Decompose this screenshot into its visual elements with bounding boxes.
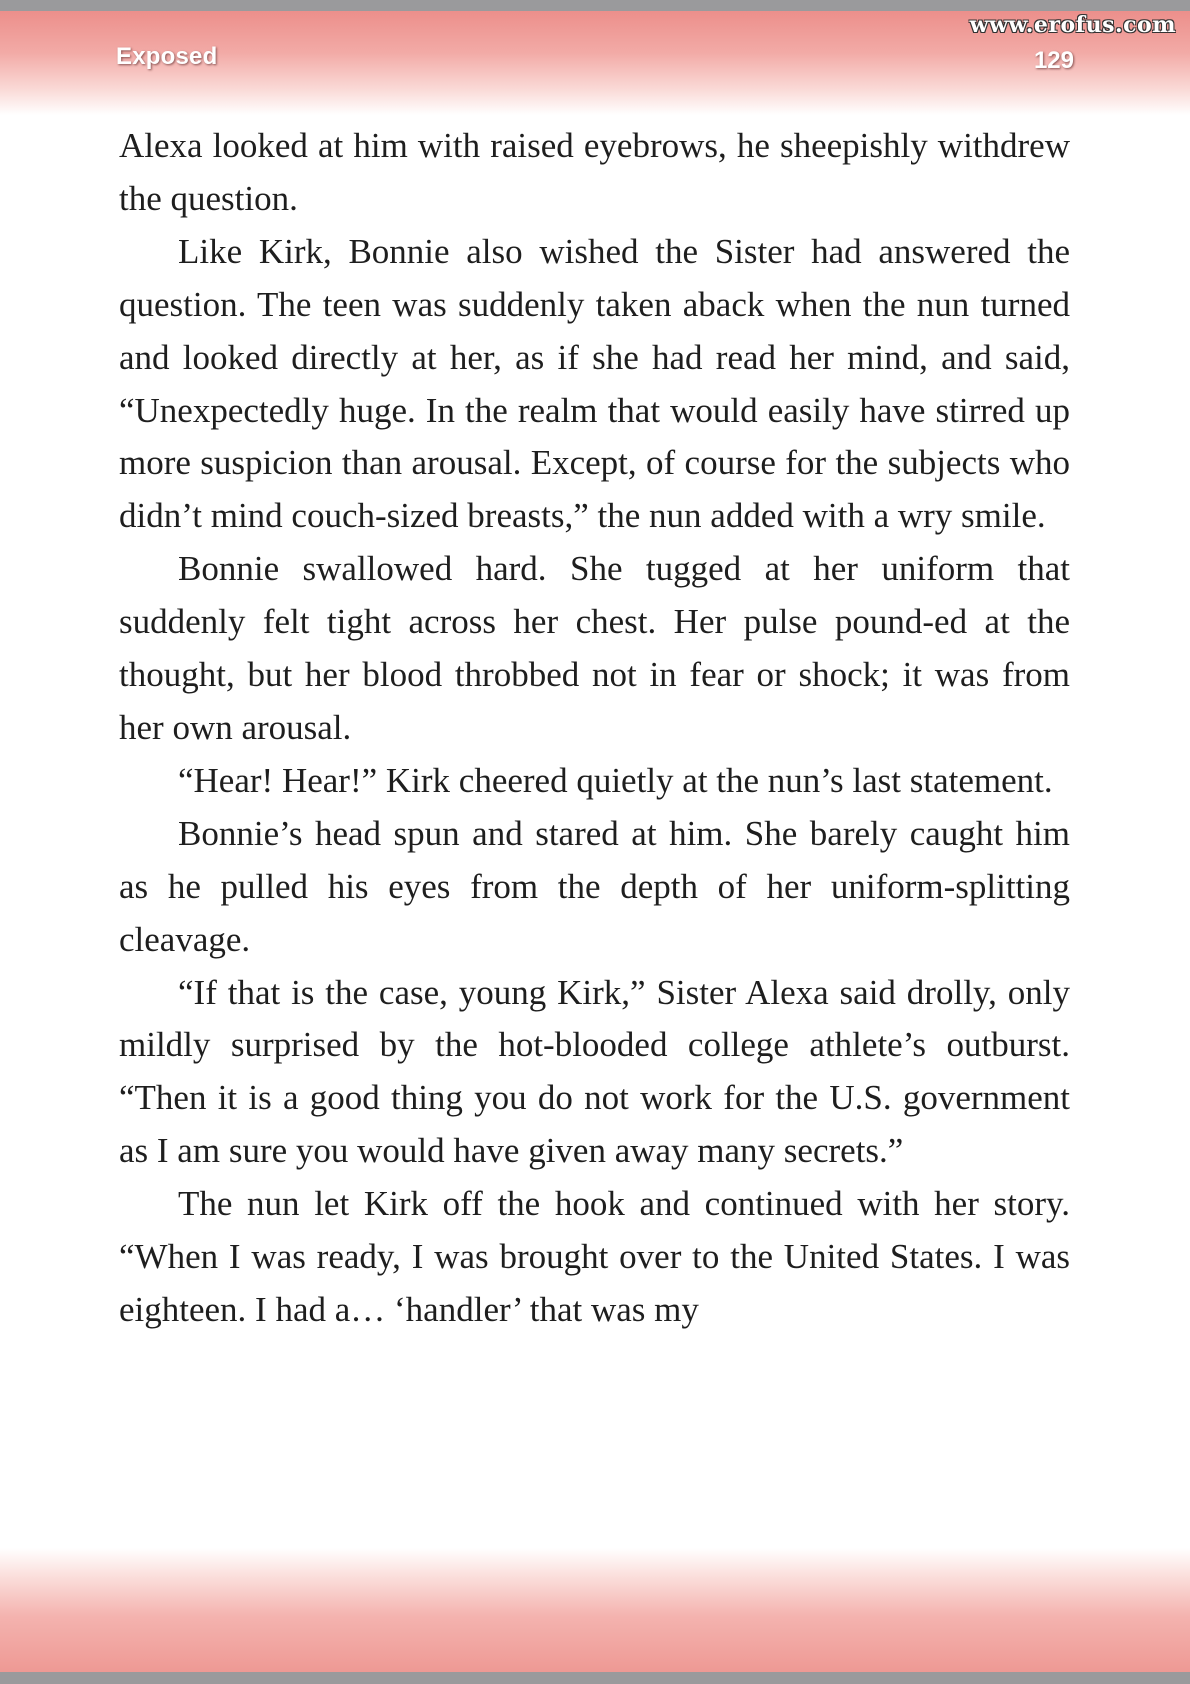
paragraph-5: Bonnie’s head spun and stared at him. She barely caught him as he pulled his eyes from the depth of her uniform-splitting cleavage.: [119, 813, 1070, 959]
page-footer: [0, 1548, 1190, 1672]
paragraph-6: “If that is the case, young Kirk,” Sister Alexa said drolly, only mildly surprised by the hot-blooded college athlete’s outburst. “Then it is a good thing you do not work for the U.S. government as I am sure you would have given away many secrets.”: [119, 972, 1070, 1171]
paragraph-1: Alexa looked at him with raised eyebrows, he sheepishly withdrew the question.: [119, 126, 1070, 218]
page-number: 129: [1033, 47, 1074, 74]
paragraph-3: Bonnie swallowed hard. She tugged at her uniform that suddenly felt tight across her chest. Her pulse pound-ed at the thought, but her blood throbbed not in fear or shock; it was from her own arousal.: [119, 549, 1070, 747]
paragraph-4: “Hear! Hear!” Kirk cheered quietly at the nun’s last statement.: [178, 760, 1053, 800]
bottom-border-strip: [0, 1672, 1190, 1684]
body-text: [119, 120, 1070, 1337]
top-border-strip: [0, 0, 1190, 11]
paragraph-2: Like Kirk, Bonnie also wished the Sister had answered the question. The teen was suddenly taken aback when the nun turned and looked directly at her, as if she had read her mind, and said, “Unexpectedly huge. In the realm that would easily have stirred up more suspicion than arousal. Except, of course for the subjects who didn’t mind couch-sized breasts,” the nun added with a wry smile.: [119, 231, 1070, 536]
paragraph-7: The nun let Kirk off the hook and continued with her story. “When I was ready, I was brought over to the United States. I was eighteen. I had a… ‘handler’ that was my: [119, 1184, 1070, 1329]
running-title: Exposed: [116, 43, 218, 70]
watermark: www.erofus.com: [969, 12, 1176, 38]
